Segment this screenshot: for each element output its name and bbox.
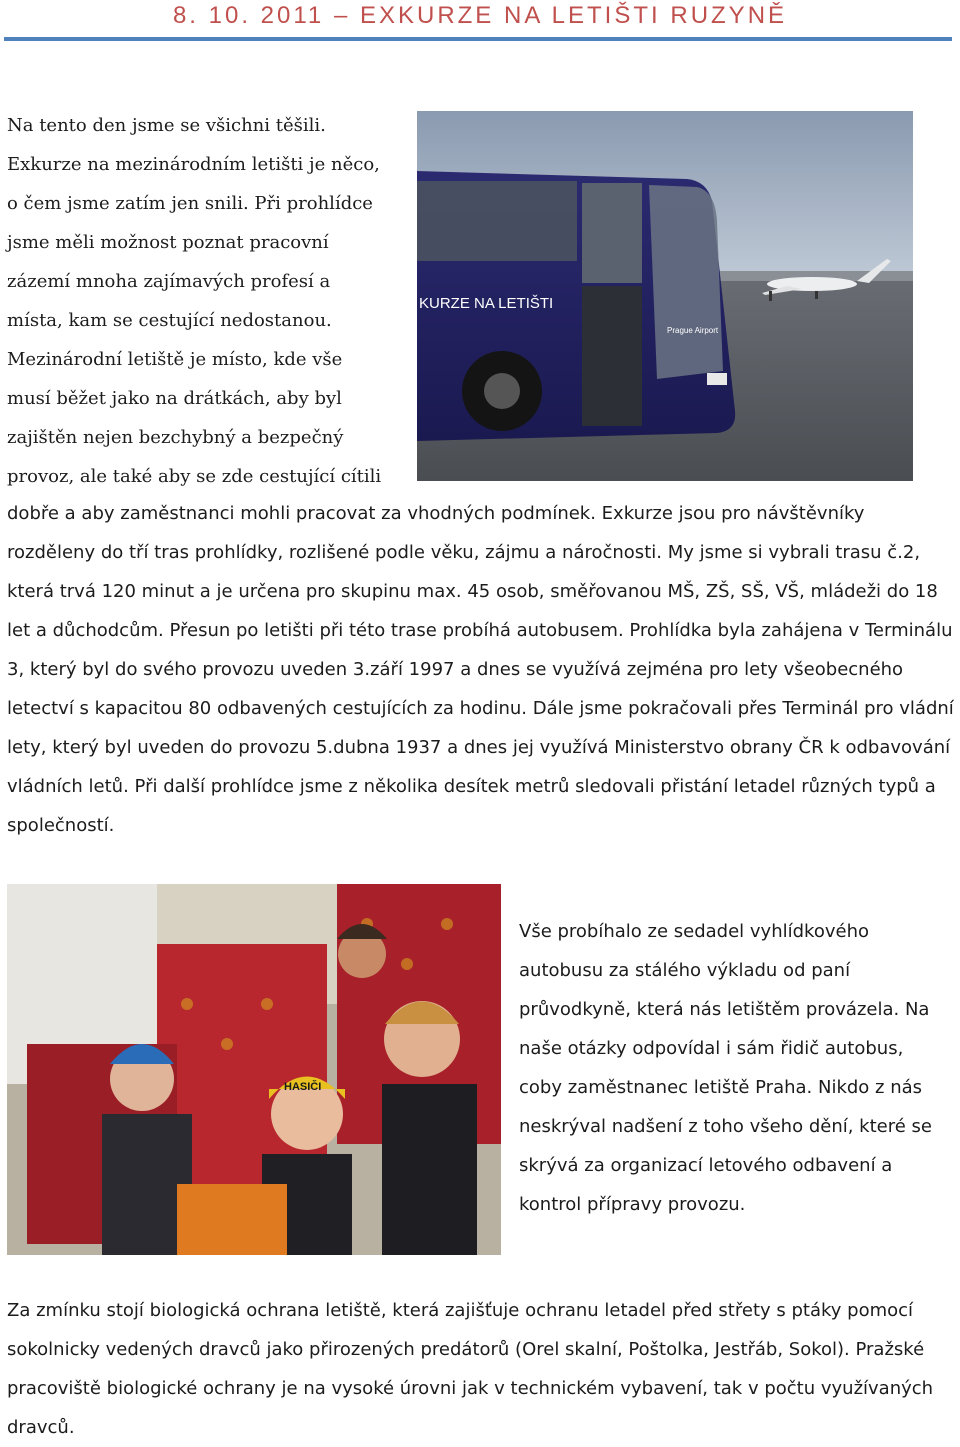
text-line: o čem jsme zatím jen snili. Při prohlídce [7, 193, 373, 214]
text-line: jsme měli možnost poznat pracovní [7, 232, 329, 253]
bus-photo [417, 111, 913, 481]
main-paragraph: dobře a aby zaměstnanci mohli pracovat za vhodných podmínek. Exkurze jsou pro návštěvníky rozděleny do tří tras prohlídky, rozlišené podle věku, zájmu a náročnosti. My jsme si vybrali trasu č.2, která trvá 120 minut a je určena pro skupinu max. 45 osob, směřovanou MŠ, ZŠ, SŠ, VŠ, mládeži do 18 let a důchodcům. Přesun po letišti při této trase probíhá autobusem. Prohlídka byla zahájena v Terminálu 3, který byl do svého provozu uveden 3.září 1997 a dnes se využívá zejména pro lety všeobecného letectví s kapacitou 80 odbavených cestujících za hodinu. Dále jsme pokračovali přes Terminál pro vládní lety, který byl uveden do provozu 5.dubna 1937 a dnes jej využívá Ministerstvo obrany ČR k odbavování vládních letů. Při další prohlídce jsme z několika desítek metrů sledovali přistání letadel různých typů a společností. [7, 503, 954, 836]
text-line: Exkurze na mezinárodním letišti je něco, [7, 154, 380, 175]
bus-logo-text: Prague Airport [667, 326, 719, 335]
text-line: musí běžet jako na drátkách, aby byl [7, 388, 342, 409]
bird-protection-paragraph: Za zmínku stojí biologická ochrana letiště, která zajišťuje ochranu letadel před střety s ptáky pomocí sokolnicky vedených dravců jako přirozených predátorů (Orel skalní, Poštolka, Jestřáb, Sokol). Pražské pracoviště biologické ochrany je na vysoké úrovni jak v technickém vybavení, tak v počtu využívaných dravců. [7, 1300, 934, 1438]
text-line: provoz, ale také aby se zde cestující cítili [7, 466, 382, 487]
intro-paragraph [7, 106, 407, 496]
bus-side-text: KURZE NA LETIŠTI [419, 295, 554, 312]
text-line: zázemí mnoha zajímavých profesí a [7, 271, 331, 292]
text-line: Na tento den jsme se všichni těšili. [7, 115, 326, 136]
text-line: místa, kam se cestující nedostanou. [7, 310, 332, 331]
cap-text: HASIČI [284, 1081, 322, 1093]
page-title: 8. 10. 2011 – EXKURZE NA LETIŠTI RUZYNĚ [172, 2, 788, 29]
text-line: zajištěn nejen bezchybný a bezpečný [7, 427, 344, 448]
text-line: Mezinárodní letiště je místo, kde vše [7, 349, 343, 370]
bus-tour-paragraph: Vše probíhalo ze sedadel vyhlídkového autobusu za stálého výkladu od paní průvodkyně, která nás letištěm provázela. Na naše otázky odpovídal i sám řidič autobus, coby zaměstnanec letiště Praha. Nikdo z nás neskrýval nadšení z toho všeho dění, které se skrývá za organizací letového odbavení a kontrol přípravy provozu. [519, 921, 932, 1215]
title-divider [4, 37, 952, 41]
kids-in-bus-photo [7, 884, 501, 1255]
